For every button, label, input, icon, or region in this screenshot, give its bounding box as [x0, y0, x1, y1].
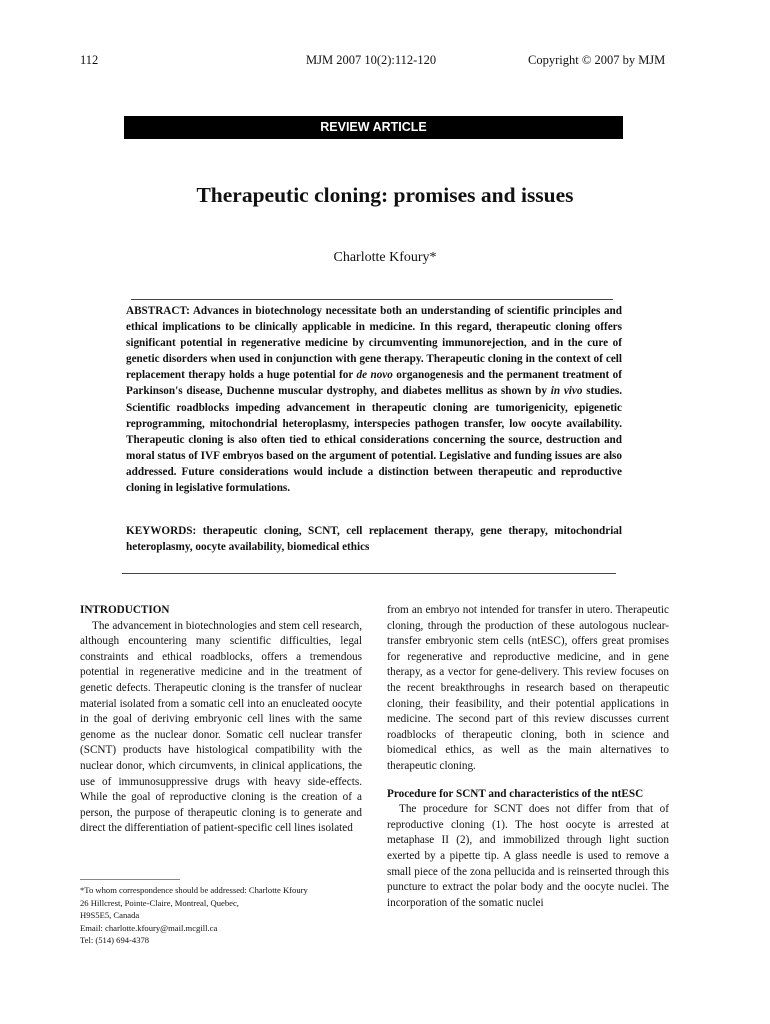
abstract-label: ABSTRACT:: [126, 305, 190, 317]
introduction-heading: INTRODUCTION: [80, 604, 170, 616]
keywords-text: therapeutic cloning, SCNT, cell replacement therapy, gene therapy, mitochondrial heteroplasmy, oocyte availability, biomedical ethics: [126, 525, 623, 554]
footnote-line-3: H9S5E5, Canada: [80, 910, 140, 920]
abstract-text-3: studies. Scientific roadblocks impeding advancement in therapeutic cloning are tumorigenicity, epigenetic reprogramming, mitochondrial heteroplasmy, interspecies pathogen transfer, low oocyte availability. Therapeutic cloning is also often tied to ethical considerations concerning the source, destruction and moral status of IVF embryos based on the argument of potential. Legislative and funding issues are also addressed. Future considerations would include a distinction between therapeutic and reproductive cloning in legislative formulations.: [126, 385, 623, 495]
right-paragraph-1: from an embryo not intended for transfer in utero. Therapeutic cloning, through the production of these autologous nuclear-transfer embryonic stem cells (ntESC), offers great promises for regenerative and reproductive medicine, and in gene therapy, as a vector for gene-delivery. This review focuses on the recent breakthroughs in research based on therapeutic cloning, their feasibility, and their potential applications in medicine. The second part of this review discusses current roadblocks of therapeutic cloning, both in science and biomedical ethics, as well as the main alternatives to therapeutic cloning.: [387, 604, 669, 772]
copyright-notice: Copyright © 2007 by MJM: [528, 53, 666, 67]
abstract-top-rule: [131, 299, 613, 300]
journal-citation: MJM 2007 10(2):112-120: [306, 53, 437, 67]
footnote-line-5: Tel: (514) 694-4378: [80, 935, 150, 945]
abstract-text-1: Advances in biotechnology necessitate both an understanding of scientific principles and ethical implications to be clinically applicable in medicine. In this regard, therapeutic cloning offers significant potential in regenerative medicine by circumventing immunorejection, and in the cure of genetic disorders when used in conjunction with gene therapy. Therapeutic cloning in the context of cell replacement therapy holds a huge potential for: [126, 305, 622, 382]
footnote: [80, 884, 380, 947]
footnote-line-4: Email: charlotte.kfoury@mail.mcgill.ca: [80, 922, 218, 933]
abstract-denovo: de novo: [356, 369, 393, 382]
keywords-label: KEYWORDS:: [126, 525, 197, 537]
right-paragraph-2: The procedure for SCNT does not differ from that of reproductive cloning (1). The host oocyte is arrested at metaphase II (2), and immobilized through light suction exerted by a pipette tip. A glass needle is used to remove a small piece of the zona pellucida and is reinserted through this puncture to extract the polar body and the oocyte nuclei. The incorporation of the somatic nuclei: [387, 803, 669, 909]
keywords: [126, 523, 622, 556]
introduction-paragraph: The advancement in biotechnologies and stem cell research, although encountering many scientific difficulties, legal constraints and ethical roadblocks, offers a tremendous potential in regenerative medicine and in the treatment of genetic defects. Therapeutic cloning is the transfer of nuclear material isolated from a somatic cell into an enucleated oocyte in the goal of deriving embryonic cell lines with the same genome as the nuclear donor. Somatic cell nuclear transfer (SCNT) products have histological compatibility with the nuclear donor, which circumvents, in clinical applications, the use of immunosuppressive drugs with heavy side-effects. While the goal of reproductive cloning is the creation of a person, the purpose of therapeutic cloning is to generate and direct the differentiation of patient-specific cell lines isolated: [80, 619, 362, 835]
article-title: Therapeutic cloning: promises and issues: [196, 183, 574, 207]
abstract: [126, 303, 622, 496]
footnote-line-2: 26 Hillcrest, Pointe-Claire, Montreal, Quebec,: [80, 897, 239, 908]
author-name: Charlotte Kfoury*: [333, 250, 437, 265]
abstract-text-2: organogenesis and the permanent treatment of Parkinson's disease, Duchenne muscular dystrophy, and diabetes mellitus as shown by: [126, 369, 622, 398]
abstract-bottom-rule: [122, 573, 616, 574]
left-column: [80, 603, 362, 837]
procedure-heading: Procedure for SCNT and characteristics of the ntESC: [387, 787, 644, 800]
footnote-line-1: *To whom correspondence should be addressed: Charlotte Kfoury: [80, 885, 308, 895]
abstract-invivo: in vivo: [550, 385, 583, 398]
page-number: 112: [80, 53, 99, 67]
article-type-banner: REVIEW ARTICLE: [124, 116, 623, 139]
footnote-rule: [80, 879, 180, 880]
right-column: [387, 603, 669, 911]
